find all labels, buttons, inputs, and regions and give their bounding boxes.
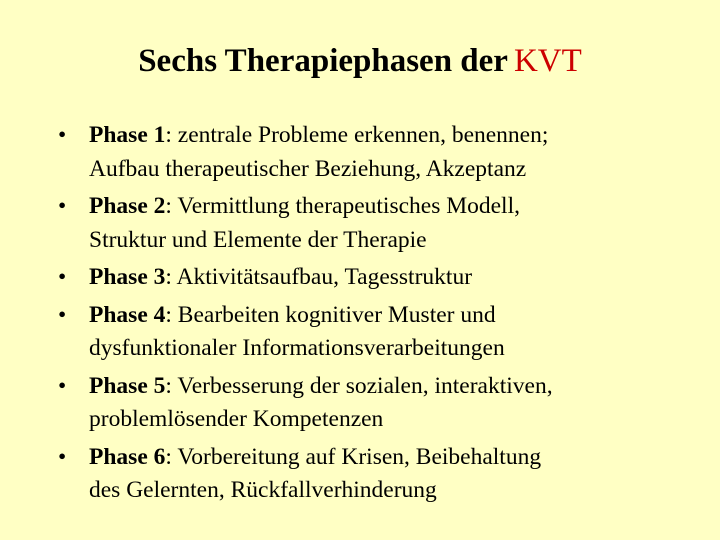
bullet-icon: •: [58, 301, 67, 328]
phase-label: Phase 5: [89, 372, 166, 399]
phase-label: Phase 6: [89, 443, 166, 470]
phase-item-3: [58, 261, 708, 295]
phase-label: Phase 4: [89, 301, 166, 328]
bullet-icon: •: [58, 122, 67, 148]
phase-item-6: [58, 441, 708, 508]
phase-text-line1: Vermittlung therapeutisches Modell,: [171, 193, 520, 219]
phase-item-2: [58, 190, 708, 257]
bullet-icon: •: [58, 443, 67, 470]
phase-text-line1: zentrale Probleme erkennen, benennen;: [171, 122, 549, 148]
phase-text-line2: Aufbau therapeutischer Beziehung, Akzeptanz: [89, 155, 527, 182]
bullet-icon: •: [58, 372, 67, 399]
phase-text-line2: des Gelernten, Rückfallverhinderung: [89, 477, 437, 503]
phase-colon: :: [165, 443, 172, 470]
phase-list: [58, 119, 708, 512]
phase-text-line1: Aktivitätsaufbau, Tagesstruktur: [171, 264, 473, 290]
phase-colon: :: [165, 264, 172, 290]
phase-text-line2: Struktur und Elemente der Therapie: [89, 226, 427, 253]
phase-text-line1: Bearbeiten kognitiver Muster und: [171, 301, 496, 328]
title-main: Sechs Therapiephasen der: [138, 43, 508, 79]
phase-colon: :: [165, 372, 172, 399]
phase-text-line2: dysfunktionaler Informationsverarbeitungen: [89, 335, 505, 361]
phase-label: Phase 2: [89, 193, 166, 219]
phase-colon: :: [165, 301, 172, 328]
bullet-icon: •: [58, 193, 67, 219]
phase-item-1: [58, 119, 708, 186]
phase-item-5: [58, 370, 708, 437]
phase-text-line1: Vorbereitung auf Krisen, Beibehaltung: [171, 443, 542, 470]
phase-item-4: [58, 299, 708, 366]
bullet-icon: •: [58, 264, 67, 290]
phase-text-line2: problemlösender Kompetenzen: [89, 406, 384, 432]
slide-title: [0, 40, 720, 82]
title-accent: KVT: [513, 43, 582, 79]
phase-text-line1: Verbesserung der sozialen, interaktiven,: [171, 372, 553, 399]
phase-label: Phase 3: [89, 264, 166, 290]
phase-label: Phase 1: [89, 122, 166, 148]
phase-colon: :: [165, 193, 172, 219]
phase-colon: :: [165, 122, 172, 148]
